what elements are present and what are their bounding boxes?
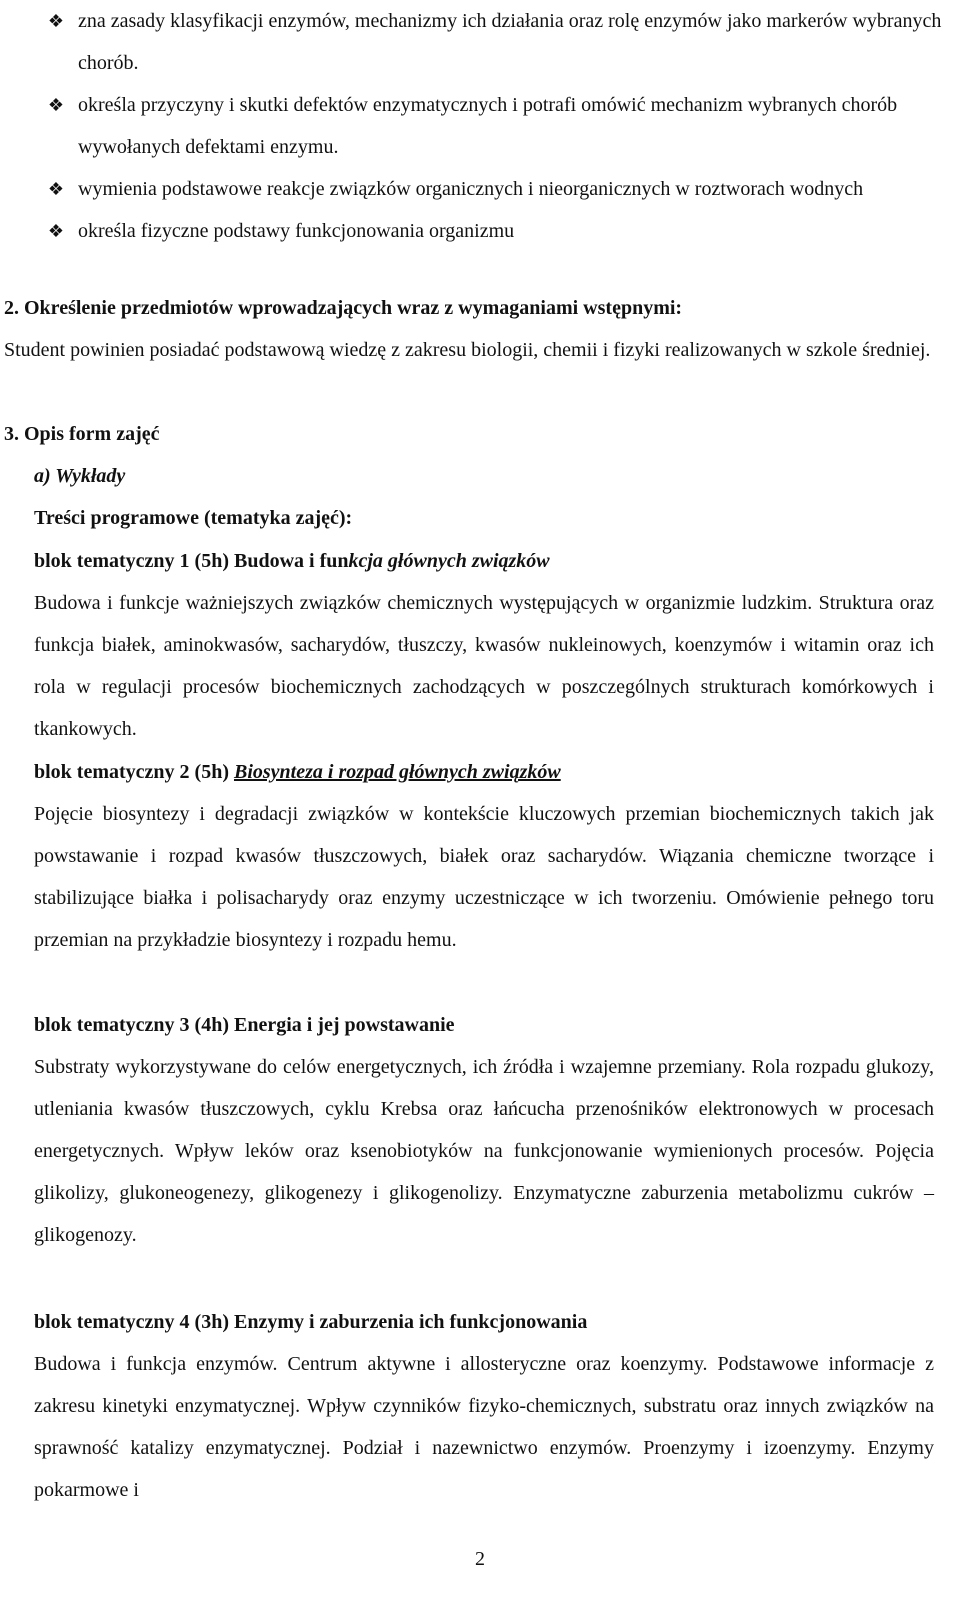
block-1-body: Budowa i funkcje ważniejszych związków chemicznych występujących w organizmie ludzkim. Struktura oraz funkcja białek, aminokwasów, sacharydów, tłuszczy, kwasów nukleinowych, koenzymów i witamin oraz ich rola w regulacji procesów biochemicznych zachodzących w poszczególnych strukturach komórkowych i tkankowych. [34, 592, 934, 740]
diamond-bullet-icon: ❖ [47, 221, 65, 241]
list-item-text: zna zasady klasyfikacji enzymów, mechanizmy ich działania oraz rolę enzymów jako markerów wybranych chorób. [78, 10, 942, 74]
block-4-body: Budowa i funkcja enzymów. Centrum aktywne i allosteryczne oraz koenzymy. Podstawowe informacje z zakresu kinetyki enzymatycznej. Wpływ czynników fizyko-chemicznych, substratu oraz innych związków na sprawność katalizy enzymatycznej. Podział i nazewnictwo enzymów. Proenzymy i izoenzymy. Enzymy pokarmowe i [34, 1353, 934, 1501]
lectures-subheading: a) Wykłady [34, 465, 126, 487]
block-1-heading [34, 540, 934, 582]
page-number: 2 [475, 1548, 485, 1570]
list-item [44, 168, 944, 210]
list-item [44, 84, 944, 168]
diamond-bullet-icon: ❖ [47, 95, 65, 115]
block-2-label: blok tematyczny 2 (5h) [34, 761, 234, 783]
block-3-heading: blok tematyczny 3 (4h) Energia i jej powstawanie [34, 1014, 455, 1036]
program-title: Treści programowe (tematyka zajęć): [34, 507, 353, 529]
section-2-body: Student powinien posiadać podstawową wiedzę z zakresu biologii, chemii i fizyki realizowanych w szkole średniej. [4, 339, 931, 361]
section-2-heading: 2. Określenie przedmiotów wprowadzających wraz z wymaganiami wstępnymi: [4, 297, 683, 319]
block-3-body: Substraty wykorzystywane do celów energetycznych, ich źródła i wzajemne przemiany. Rola rozpadu glukozy, utleniania kwasów tłuszczowych, cyklu Krebsa oraz łańcucha przenośników elektronowych w procesach energetycznych. Wpływ leków oraz ksenobiotyków na funkcjonowanie wymienionych procesów. Pojęcia glikolizy, glukoneogenezy, glikogenezy i glikogenolizy. Enzymatyczne zaburzenia metabolizmu cukrów – glikogenozy. [34, 1056, 934, 1246]
block-2-title: Biosynteza i rozpad głównych związków [233, 761, 561, 783]
list-item [44, 0, 944, 84]
block-4-heading: blok tematyczny 4 (3h) Enzymy i zaburzenia ich funkcjonowania [34, 1311, 588, 1333]
block-2-heading [34, 751, 934, 793]
list-item-text: wymienia podstawowe reakcje związków organicznych i nieorganicznych w roztworach wodnych [78, 178, 864, 200]
block-1-title: kcja głównych związków [348, 550, 550, 572]
diamond-bullet-icon: ❖ [47, 179, 65, 199]
block-2-body: Pojęcie biosyntezy i degradacji związków w kontekście kluczowych przemian biochemicznych takich jak powstawanie i rozpad kwasów tłuszczowych, białek oraz sacharydów. Wiązania chemiczne tworzące i stabilizujące białka i polisacharydy oraz enzymy uczestniczące w ich tworzeniu. Omówienie pełnego toru przemian na przykładzie biosyntezy i rozpadu hemu. [34, 803, 934, 951]
list-item-text: określa przyczyny i skutki defektów enzymatycznych i potrafi omówić mechanizm wybranych chorób wywołanych defektami enzymu. [78, 94, 898, 158]
learning-outcomes-list [44, 0, 944, 252]
diamond-bullet-icon: ❖ [47, 11, 65, 31]
list-item-text: określa fizyczne podstawy funkcjonowania organizmu [78, 220, 515, 242]
block-1-label: blok tematyczny 1 (5h) Budowa i fun [34, 550, 349, 572]
list-item [44, 210, 944, 252]
section-3-heading: 3. Opis form zajęć [4, 423, 160, 445]
